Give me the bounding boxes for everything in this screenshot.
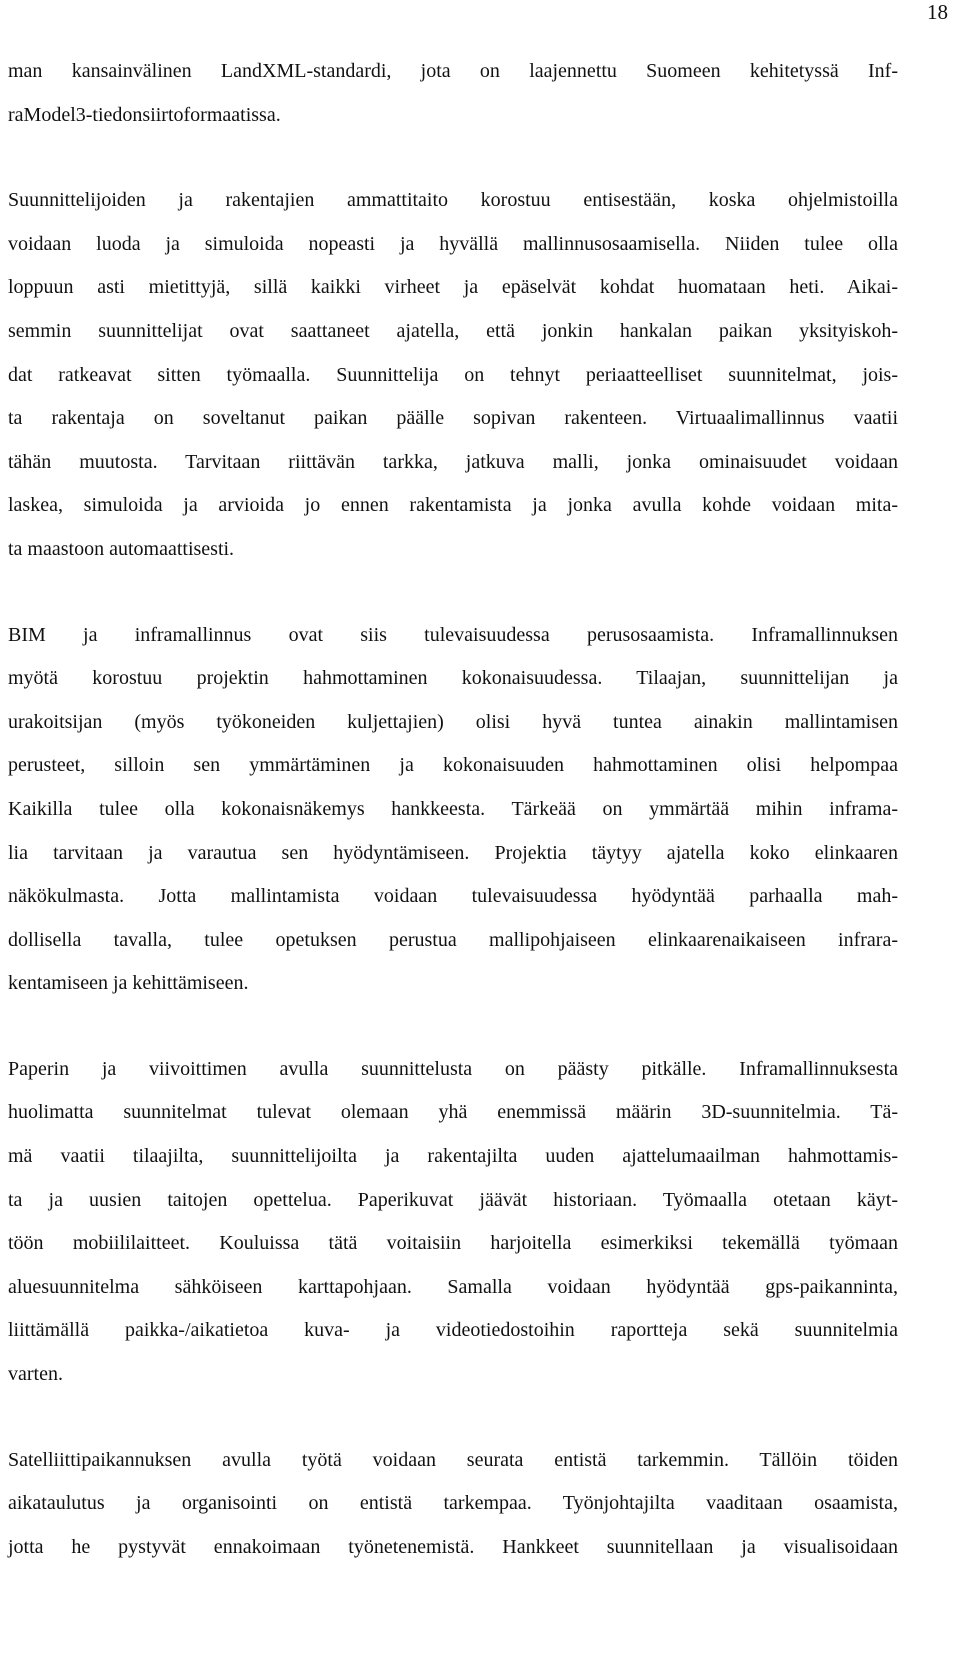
paragraph-satellite [8, 1439, 898, 1570]
paragraph-designers [8, 179, 898, 571]
text-line: töön mobiililaitteet. Kouluissa tätä voitaisiin harjoitella esimerkiksi tekemällä työmaan [8, 1232, 898, 1255]
text-line: perusteet, silloin sen ymmärtäminen ja kokonaisuuden hahmottaminen olisi helpompaa [8, 754, 898, 777]
text-line: raModel3-tiedonsiirtoformaatissa. [8, 103, 281, 126]
text-line: ta ja uusien taitojen opettelua. Paperikuvat jäävät historiaan. Työmaalla otetaan käyt- [8, 1188, 898, 1211]
text-line: liittämällä paikka-/aikatietoa kuva- ja videotiedostoihin raportteja sekä suunnitelmia [8, 1319, 898, 1342]
text-line: dollisella tavalla, tulee opetuksen perustua mallipohjaiseen elinkaarenaikaiseen infrara- [8, 928, 898, 951]
text-line: Satelliittipaikannuksen avulla työtä voidaan seurata entistä tarkemmin. Tällöin töiden [8, 1448, 898, 1471]
text-line: mä vaatii tilaajilta, suunnittelijoilta ja rakentajilta uuden ajattelumaailman hahmottamis- [8, 1145, 898, 1168]
text-line: Kaikilla tulee olla kokonaisnäkemys hankkeesta. Tärkeää on ymmärtää mihin inframa- [8, 797, 898, 820]
text-line: varten. [8, 1363, 63, 1386]
text-line: ta rakentaja on soveltanut paikan päälle sopivan rakenteen. Virtuaalimallinnus vaatii [8, 407, 898, 430]
text-line: laskea, simuloida ja arvioida jo ennen rakentamista ja jonka avulla kohde voidaan mita- [8, 494, 898, 517]
paragraph-paper [8, 1048, 898, 1397]
paragraph-bim [8, 614, 898, 1006]
text-line: semmin suunnittelijat ovat saattaneet ajatella, että jonkin hankalan paikan yksityiskoh- [8, 319, 898, 342]
page-number: 18 [927, 0, 948, 24]
text-line: lia tarvitaan ja varautua sen hyödyntämiseen. Projektia täytyy ajatella koko elinkaaren [8, 841, 898, 864]
text-line: urakoitsijan (myös työkoneiden kuljettajien) olisi hyvä tuntea ainakin mallintamisen [8, 710, 898, 733]
text-line: huolimatta suunnitelmat tulevat olemaan yhä enemmissä määrin 3D-suunnitelmia. Tä- [8, 1101, 898, 1124]
text-line: ta maastoon automaattisesti. [8, 537, 235, 560]
text-line: loppuun asti mietittyjä, sillä kaikki virheet ja epäselvät kohdat huomataan heti. Aikai- [8, 276, 898, 299]
text-line: Paperin ja viivoittimen avulla suunnittelusta on päästy pitkälle. Inframallinnuksesta [8, 1057, 898, 1080]
text-line: Suunnittelijoiden ja rakentajien ammattitaito korostuu entisestään, koska ohjelmistoilla [8, 189, 898, 212]
text-line: aluesuunnitelma sähköiseen karttapohjaan. Samalla voidaan hyödyntää gps-paikanninta, [8, 1275, 898, 1298]
text-line: aikataulutus ja organisointi on entistä tarkempaa. Työnjohtajilta vaaditaan osaamista, [8, 1492, 898, 1515]
paragraph-landxml [8, 50, 898, 137]
text-line: jotta he pystyvät ennakoimaan työnetenemistä. Hankkeet suunnitellaan ja visualisoidaan [8, 1535, 898, 1558]
text-line: myötä korostuu projektin hahmottaminen kokonaisuudessa. Tilaajan, suunnittelijan ja [8, 667, 898, 690]
text-line: näkökulmasta. Jotta mallintamista voidaan tulevaisuudessa hyödyntää parhaalla mah- [8, 885, 898, 908]
document-body [8, 50, 898, 1569]
text-line: BIM ja inframallinnus ovat siis tulevaisuudessa perusosaamista. Inframallinnuksen [8, 623, 898, 646]
text-line: voidaan luoda ja simuloida nopeasti ja hyvällä mallinnusosaamisella. Niiden tulee olla [8, 232, 898, 255]
text-line: dat ratkeavat sitten työmaalla. Suunnittelija on tehnyt periaatteelliset suunnitelmat, jois- [8, 363, 898, 386]
text-line: man kansainvälinen LandXML-standardi, jota on laajennettu Suomeen kehitetyssä Inf- [8, 60, 898, 82]
text-line: kentamiseen ja kehittämiseen. [8, 972, 249, 995]
text-line: tähän muutosta. Tarvitaan riittävän tarkka, jatkuva malli, jonka ominaisuudet voidaan [8, 450, 898, 473]
